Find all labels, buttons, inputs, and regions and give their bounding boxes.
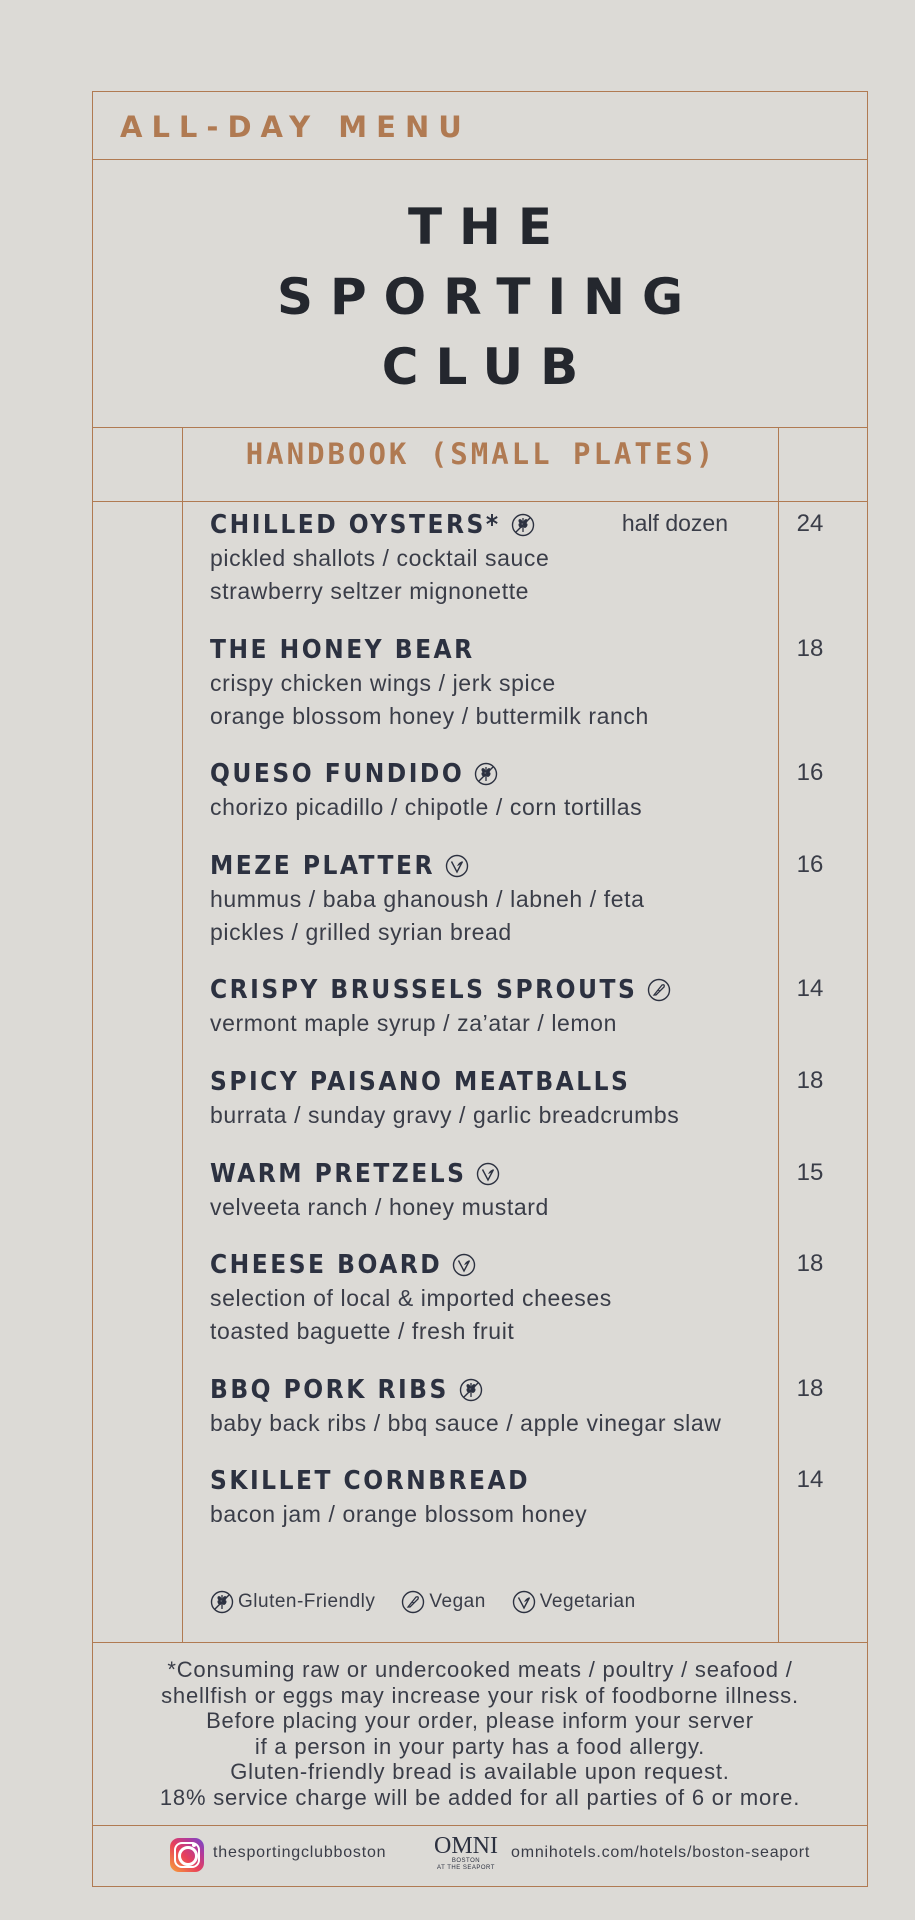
menu-item-name: CHILLED OYSTERS* [210, 510, 501, 540]
menu-item [210, 1373, 840, 1440]
omni-logo [426, 1834, 506, 1872]
omni-logo-sub: BOSTON [451, 1858, 481, 1864]
menu-item-row [210, 1157, 840, 1191]
title-line: SPORTING [276, 268, 700, 326]
legend-vegan [401, 1590, 485, 1614]
legend-vegetarian [512, 1590, 636, 1614]
vegetarian-icon [476, 1162, 500, 1186]
menu-item-name: THE HONEY BEAR [210, 635, 475, 665]
menu-item-row [210, 1248, 840, 1282]
menu-item [210, 633, 840, 733]
menu-item-description: orange blossom honey / buttermilk ranch [210, 703, 649, 729]
menu-item-quantity: half dozen [621, 510, 728, 536]
menu-item-description: pickled shallots / cocktail sauce [210, 545, 550, 571]
footer [93, 1832, 867, 1882]
menu-item-name: BBQ PORK RIBS [210, 1375, 449, 1405]
menu-item-description: chorizo picadillo / chipotle / corn tortillas [210, 794, 643, 820]
title-line: CLUB [381, 338, 596, 396]
menu-item-description: bacon jam / orange blossom honey [210, 1501, 588, 1527]
legend-vegetarian-label: Vegetarian [539, 1591, 636, 1612]
gluten-friendly-icon [210, 1590, 234, 1614]
menu-item-price: 24 [796, 510, 824, 537]
menu-item-price: 18 [796, 635, 824, 662]
divider [93, 159, 867, 160]
menu-item-price: 14 [796, 1466, 824, 1493]
vegan-icon [401, 1590, 425, 1614]
menu-item-description: baby back ribs / bbq sauce / apple vinegar slaw [210, 1410, 722, 1436]
menu-item-row [210, 508, 840, 542]
gluten-friendly-icon [459, 1378, 483, 1402]
menu-item [210, 1065, 840, 1132]
menu-item-description: burrata / sunday gravy / garlic breadcrumbs [210, 1102, 680, 1128]
disclaimer-line: Before placing your order, please inform your server [206, 1708, 754, 1733]
legend-gluten-label: Gluten-Friendly [238, 1591, 376, 1612]
disclaimer-line: *Consuming raw or undercooked meats / poultry / seafood / [167, 1657, 793, 1682]
menu-item [210, 1464, 840, 1531]
disclaimer-line: if a person in your party has a food allergy. [254, 1733, 706, 1759]
menu-item-row [210, 849, 840, 883]
menu-label: ALL-DAY MENU [120, 110, 471, 144]
menu-item [210, 1248, 840, 1348]
vegan-icon [647, 978, 671, 1002]
title-line: THE [407, 198, 570, 256]
legend-vegan-label: Vegan [429, 1591, 486, 1612]
menu-item [210, 508, 840, 608]
menu-item-row [210, 757, 840, 791]
omni-logo-sub: AT THE SEAPORT [437, 1865, 495, 1871]
menu-item-price: 18 [796, 1067, 824, 1094]
menu-item-description: crispy chicken wings / jerk spice [210, 670, 556, 696]
vegetarian-icon [445, 854, 469, 878]
menu-item-row [210, 1065, 840, 1099]
menu-item-name: MEZE PLATTER [210, 851, 435, 881]
omni-logo-text: OMNI [434, 1833, 498, 1859]
menu-item-row [210, 1373, 840, 1407]
allergy-disclaimer [93, 1657, 867, 1810]
menu-item [210, 757, 840, 824]
menu-item-price: 18 [796, 1250, 824, 1277]
menu-item-price: 16 [796, 759, 824, 786]
menu-item-row [210, 1464, 840, 1498]
instagram-handle[interactable]: thesportingclubboston [213, 1844, 387, 1861]
menu-item-name: QUESO FUNDIDO [210, 759, 465, 789]
divider [93, 1825, 867, 1826]
menu-item [210, 973, 840, 1040]
website-link[interactable]: omnihotels.com/hotels/boston-seaport [511, 1844, 811, 1861]
disclaimer-line: shellfish or eggs may increase your risk of foodborne illness. [161, 1682, 799, 1708]
menu-item-description: velveeta ranch / honey mustard [210, 1194, 549, 1220]
menu-item-row [210, 633, 840, 667]
divider [93, 427, 867, 428]
gluten-friendly-icon [511, 513, 535, 537]
instagram-icon[interactable] [170, 1838, 204, 1872]
column-rule [182, 427, 183, 1642]
menu-item-name: SPICY PAISANO MEATBALLS [210, 1067, 631, 1097]
menu-item [210, 849, 840, 949]
menu-item-description: vermont maple syrup / za’atar / lemon [210, 1010, 617, 1036]
menu-item-price: 16 [796, 851, 824, 878]
restaurant-title [93, 192, 867, 402]
menu-item-name: CRISPY BRUSSELS SPROUTS [210, 975, 638, 1005]
disclaimer-line: 18% service charge will be added for all parties of 6 or more. [159, 1784, 801, 1810]
menu-item [210, 1157, 840, 1224]
divider [93, 1642, 867, 1643]
vegetarian-icon [512, 1590, 536, 1614]
menu-item-description: hummus / baba ghanoush / labneh / feta [210, 886, 645, 912]
menu-item-row [210, 973, 840, 1007]
divider [93, 501, 867, 502]
menu-item-price: 18 [796, 1375, 824, 1402]
menu-item-price: 14 [796, 975, 824, 1002]
menu-item-description: toasted baguette / fresh fruit [210, 1318, 515, 1344]
menu-item-description: pickles / grilled syrian bread [210, 919, 512, 945]
dietary-legend [210, 1590, 662, 1614]
menu-item-name: CHEESE BOARD [210, 1250, 443, 1280]
menu-item-name: SKILLET CORNBREAD [210, 1466, 531, 1496]
gluten-friendly-icon [474, 762, 498, 786]
menu-item-price: 15 [796, 1159, 824, 1186]
menu-item-description: strawberry seltzer mignonette [210, 578, 530, 604]
vegetarian-icon [452, 1253, 476, 1277]
menu-item-description: selection of local & imported cheeses [210, 1285, 612, 1311]
menu-item-name: WARM PRETZELS [210, 1159, 467, 1189]
menu-frame [92, 91, 868, 1887]
legend-gluten [210, 1590, 375, 1614]
disclaimer-line: Gluten-friendly bread is available upon request. [230, 1759, 730, 1784]
section-title: HANDBOOK (SMALL PLATES) [245, 437, 717, 471]
